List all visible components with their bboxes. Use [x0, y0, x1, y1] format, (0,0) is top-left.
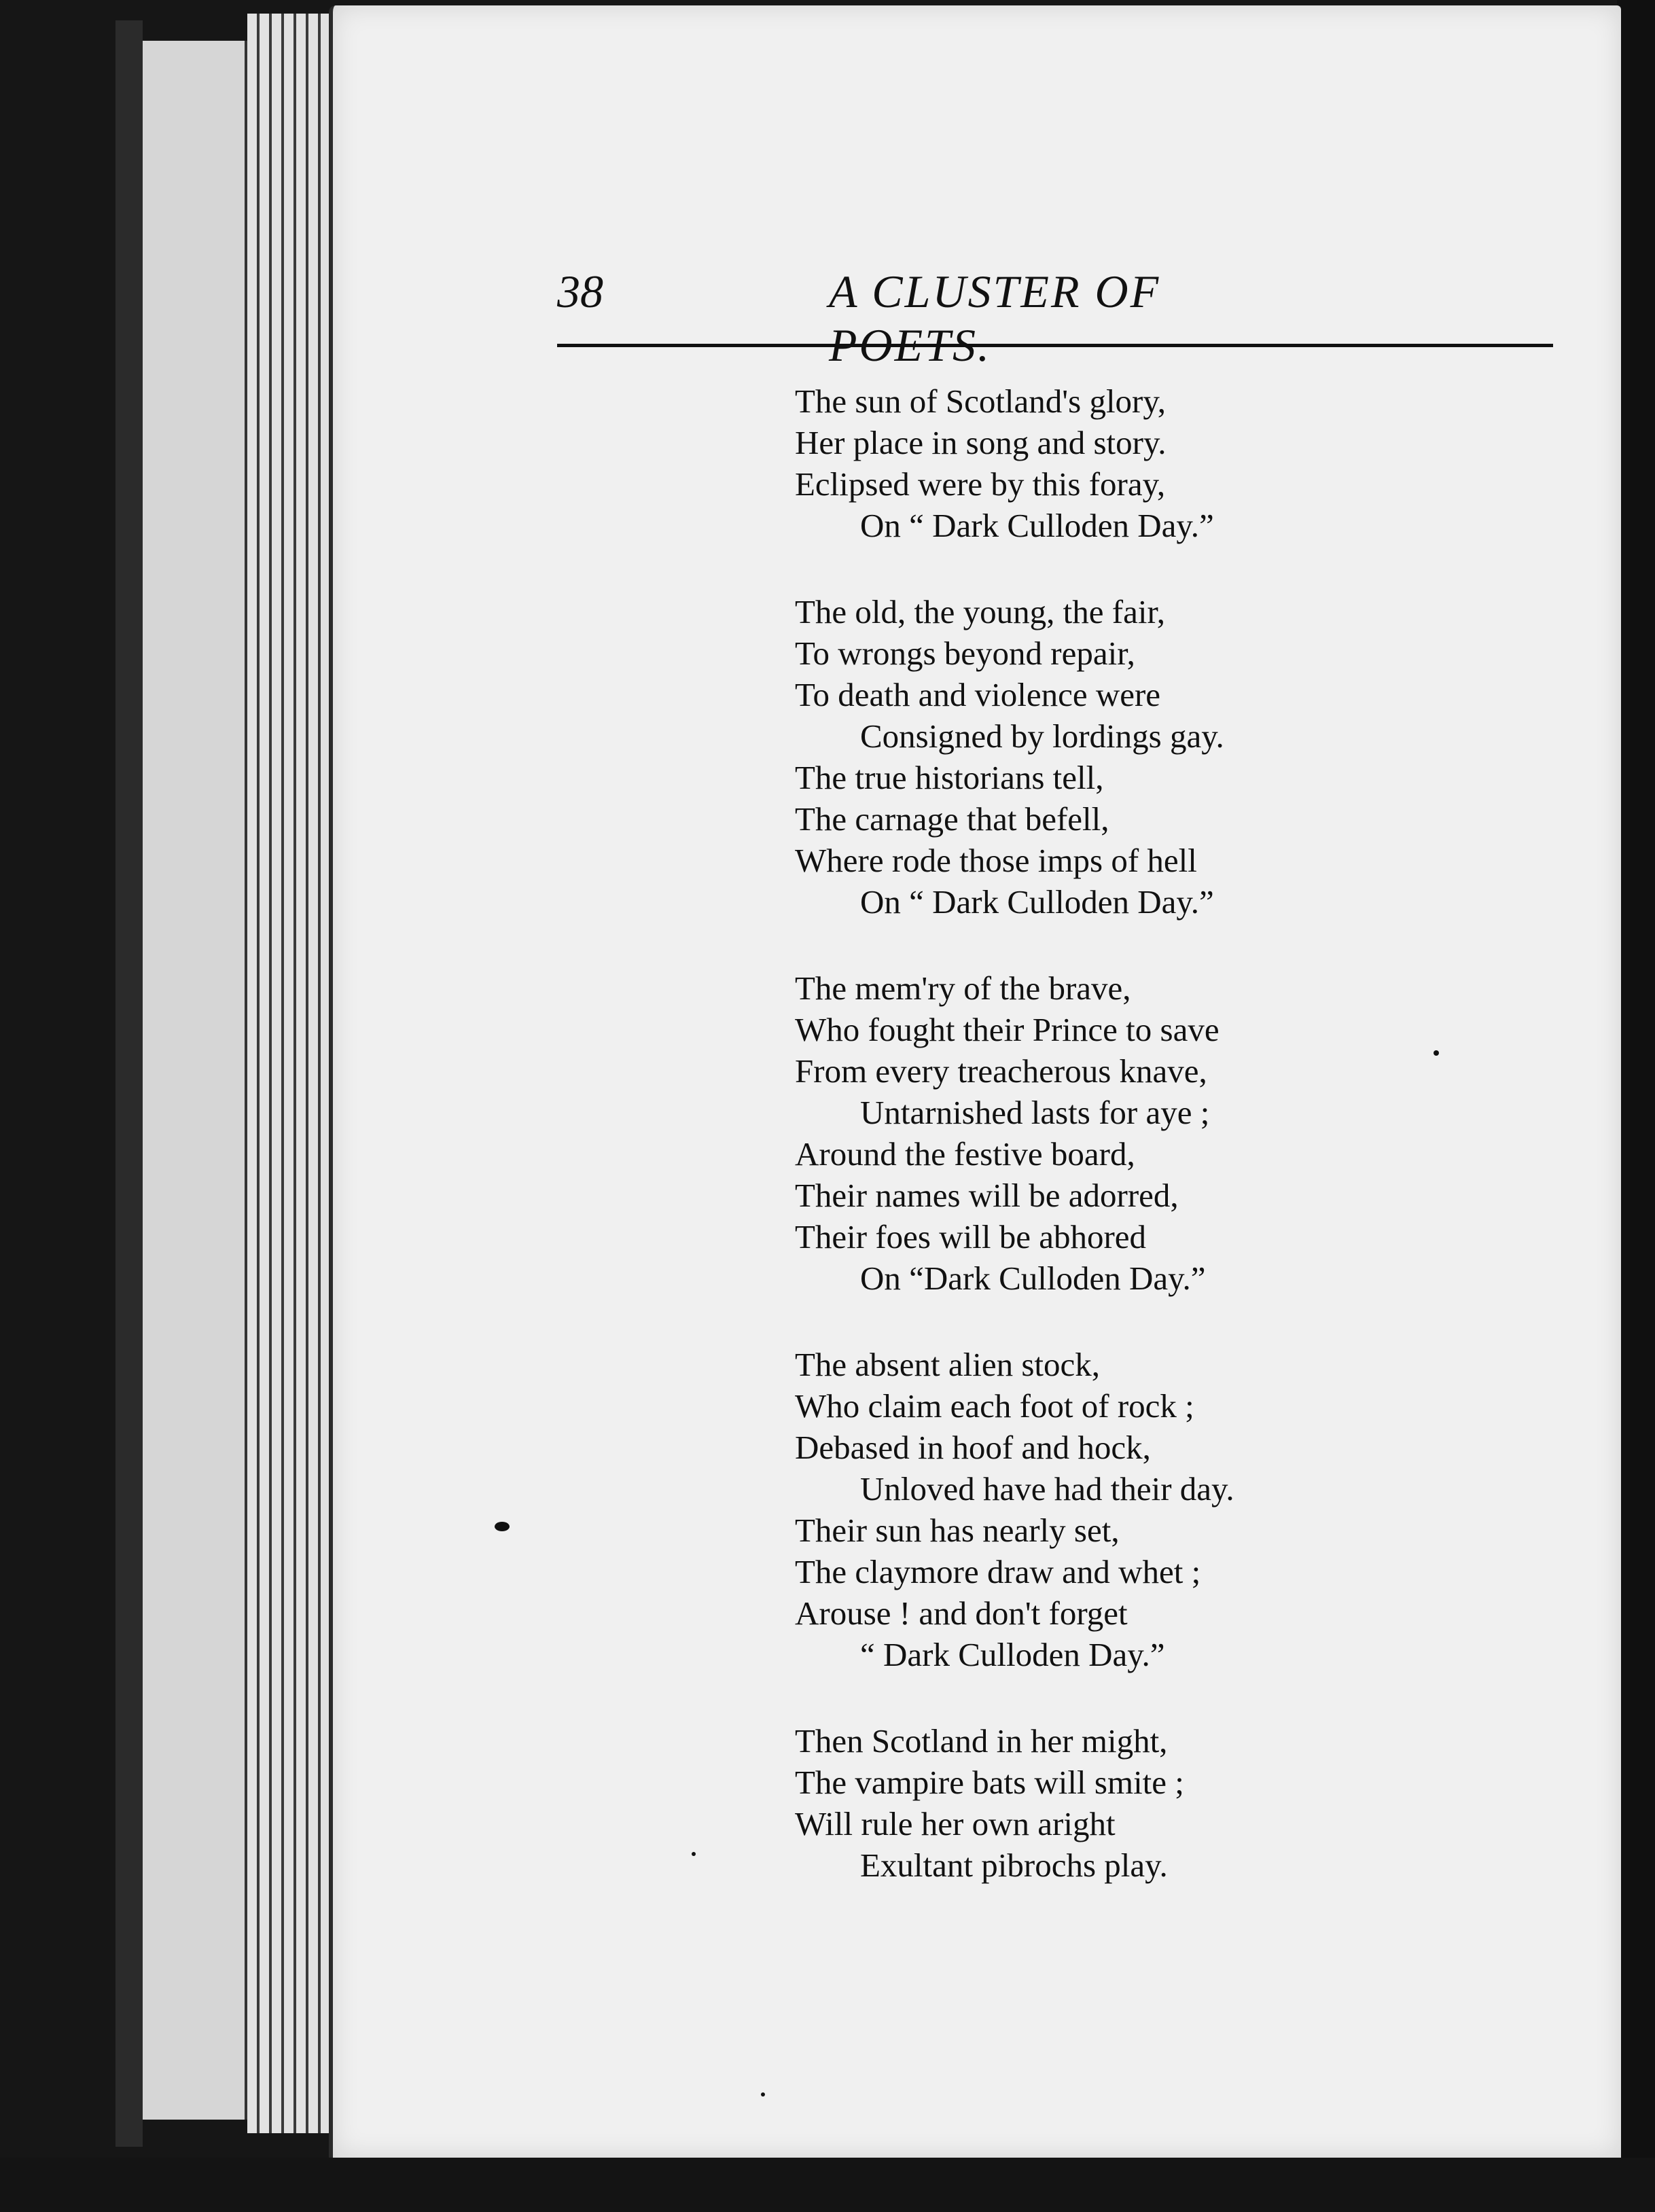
page-edge-stack [143, 41, 247, 2120]
poem-line: Where rode those imps of hell [795, 842, 1197, 879]
poem-line: Their sun has nearly set, [795, 1512, 1120, 1549]
poem-line: Then Scotland in her might, [795, 1722, 1168, 1760]
ink-speck [495, 1522, 510, 1531]
poem-line: Debased in hoof and hock, [795, 1429, 1151, 1466]
poem-line: To wrongs beyond repair, [795, 635, 1135, 672]
right-dark-margin [1617, 0, 1655, 2212]
poem-line: The sun of Scotland's glory, [795, 382, 1166, 420]
ink-speck [1434, 1050, 1439, 1056]
poem-line: The claymore draw and whet ; [795, 1553, 1201, 1590]
page-header [557, 265, 1291, 371]
poem-line: The vampire bats will smite ; [795, 1764, 1184, 1801]
poem-line: Around the festive board, [795, 1135, 1135, 1173]
poem-line: Who fought their Prince to save [795, 1011, 1220, 1048]
header-rule [557, 344, 1553, 347]
ink-speck [761, 2092, 765, 2097]
poem-line: Who claim each foot of rock ; [795, 1387, 1194, 1425]
poem-line: The carnage that befell, [795, 800, 1109, 838]
poem-line: “ Dark Culloden Day.” [860, 1636, 1165, 1673]
page-number: 38 [557, 266, 603, 317]
poem-line: From every treacherous knave, [795, 1052, 1207, 1090]
poem-line: Consigned by lordings gay. [860, 717, 1224, 755]
poem-line: Exultant pibrochs play. [860, 1847, 1168, 1884]
poem-line: On “ Dark Culloden Day.” [860, 883, 1214, 921]
poem-line: Their foes will be abhored [795, 1218, 1147, 1255]
poem-line: Eclipsed were by this foray, [795, 465, 1166, 503]
poem-body [795, 380, 1406, 1931]
poem-line: On “Dark Culloden Day.” [860, 1260, 1206, 1297]
poem-line: The absent alien stock, [795, 1346, 1101, 1383]
poem-line: Will rule her own aright [795, 1805, 1116, 1842]
page-edge-stack [247, 14, 329, 2133]
running-title: A CLUSTER OF POETS. [829, 266, 1161, 371]
stanza [795, 591, 1406, 923]
ink-speck [692, 1852, 696, 1856]
binding-edge [115, 20, 143, 2147]
poem-line: To death and violence were [795, 676, 1161, 713]
poem-line: Unloved have had their day. [860, 1470, 1234, 1508]
poem-line: On “ Dark Culloden Day.” [860, 507, 1214, 544]
poem-line: The mem'ry of the brave, [795, 969, 1131, 1007]
poem-line: Her place in song and story. [795, 424, 1167, 461]
poem-line: The old, the young, the fair, [795, 593, 1166, 630]
poem-line: Untarnished lasts for aye ; [860, 1094, 1210, 1131]
stanza [795, 380, 1406, 546]
poem-line: The true historians tell, [795, 759, 1104, 796]
stanza [795, 1720, 1406, 1886]
poem-line: Arouse ! and don't forget [795, 1594, 1128, 1632]
poem-line: Their names will be adorred, [795, 1177, 1179, 1214]
stanza [795, 1344, 1406, 1675]
bottom-dark-margin [0, 2158, 1655, 2212]
stanza [795, 967, 1406, 1299]
